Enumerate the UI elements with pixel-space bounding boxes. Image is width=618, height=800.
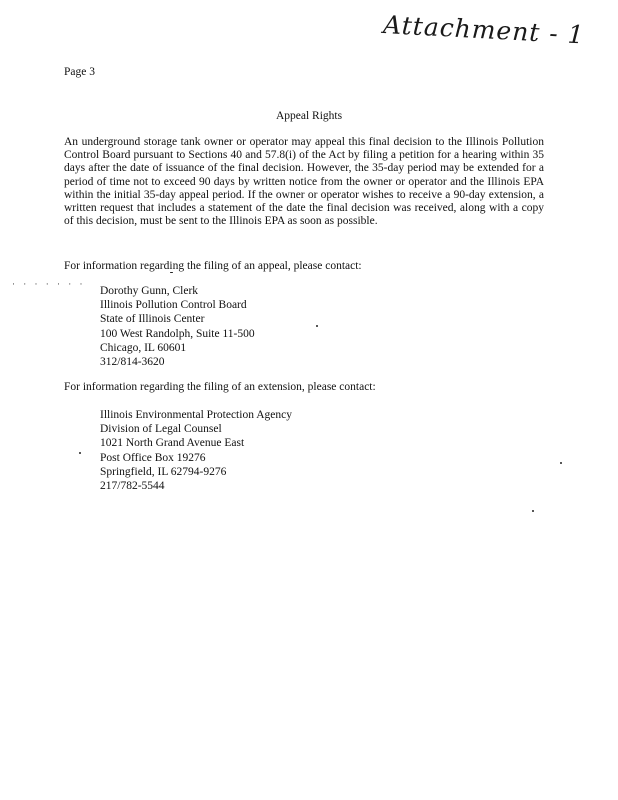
section-title: Appeal Rights [275, 110, 343, 122]
appeal-contact-intro: For information regarding the filing of an appeal, please contact: [64, 260, 362, 272]
address-line: Chicago, IL 60601 [100, 341, 187, 354]
address-line: Division of Legal Counsel [100, 423, 222, 436]
scan-speck [560, 462, 562, 464]
scan-speck [170, 272, 173, 273]
appeal-rights-paragraph: An underground storage tank owner or operator may appeal this final decision to the Illinois Pollution Control Board pursuant to Sections 40 and 57.8(i) of the Act by filing a petition for a hearing within 35 days after the date of issuance of the final decision. However, the 35-day period may be extended for a period of time not to exceed 90 days by written notice from the owner or operator and the Illinois EPA within the initial 35-day appeal period. If the owner or operator wishes to receive a 90-day extension, a written request that includes a statement of the date the final decision was received, along with a copy of this decision, must be sent to the Illinois EPA as soon as possible. [64, 136, 544, 228]
scan-speck [316, 325, 318, 327]
address-line: 1021 North Grand Avenue East [100, 437, 245, 450]
page-number: Page 3 [64, 66, 95, 78]
extension-contact-intro: For information regarding the filing of an extension, please contact: [64, 381, 376, 393]
margin-dots: · · · · · · · [12, 279, 86, 289]
address-line: State of Illinois Center [100, 313, 205, 326]
scan-speck [79, 452, 81, 454]
address-line: 217/782-5544 [100, 480, 165, 493]
address-line: 312/814-3620 [100, 356, 165, 369]
address-line: Dorothy Gunn, Clerk [100, 285, 199, 297]
extension-contact-address [100, 408, 292, 493]
address-line: Illinois Environmental Protection Agency [100, 409, 292, 421]
scan-speck [532, 510, 534, 512]
appeal-contact-address [100, 284, 255, 369]
address-line: 100 West Randolph, Suite 11-500 [100, 327, 255, 340]
handwritten-attachment-label: Attachment - 1 [382, 10, 586, 50]
address-line: Springfield, IL 62794-9276 [100, 465, 227, 478]
address-line: Illinois Pollution Control Board [100, 299, 247, 312]
address-line: Post Office Box 19276 [100, 451, 206, 464]
